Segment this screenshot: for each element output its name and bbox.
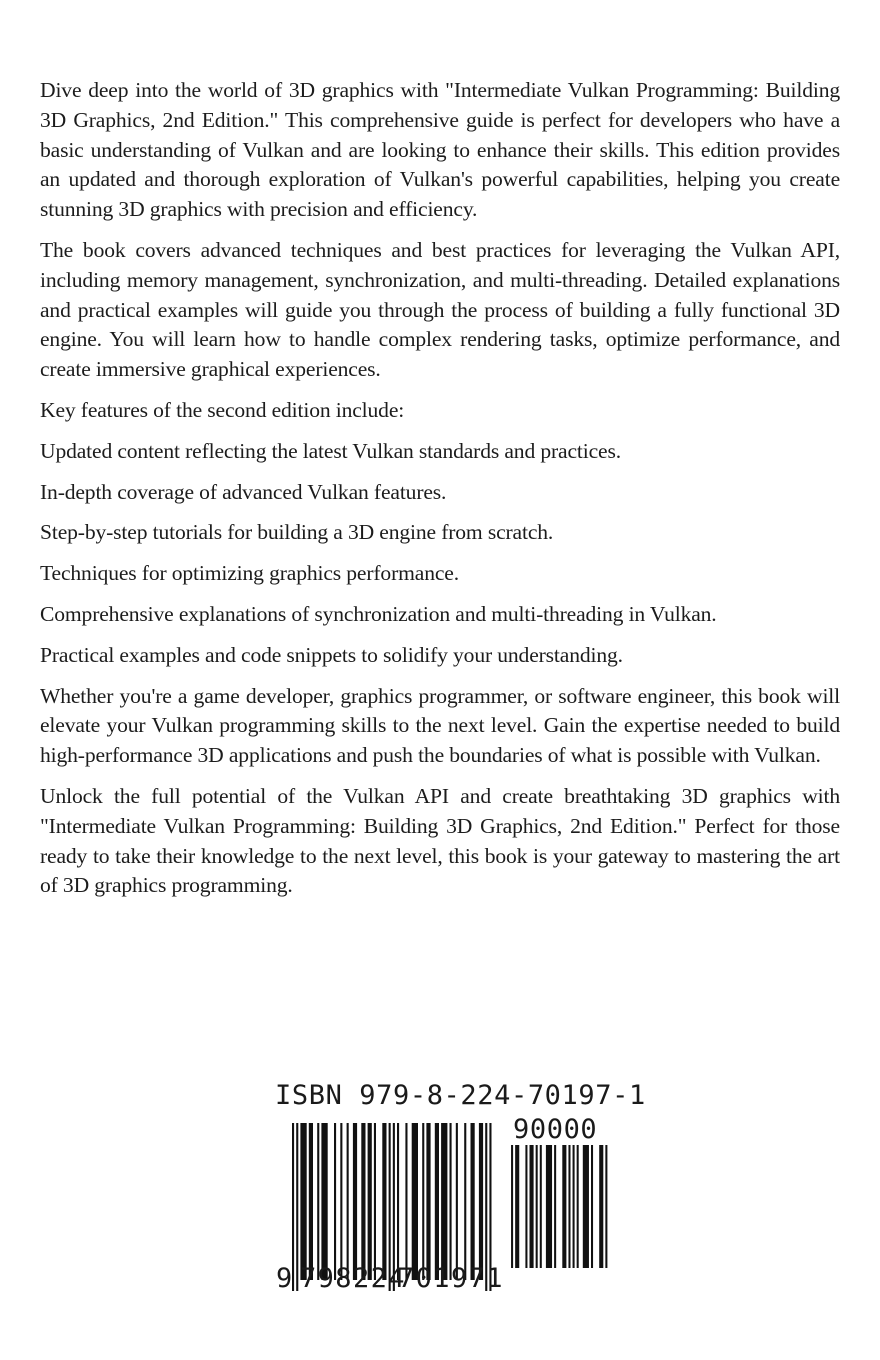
barcode-bar bbox=[353, 1123, 357, 1280]
barcode-bar bbox=[471, 1123, 475, 1280]
feature-item: Comprehensive explanations of synchronization and multi-threading in Vulkan. bbox=[40, 601, 717, 626]
addon-bar bbox=[605, 1145, 607, 1268]
addon-bar bbox=[525, 1145, 527, 1268]
feature-item: Practical examples and code snippets to solidify your understanding. bbox=[40, 642, 623, 667]
barcode-bar bbox=[426, 1123, 430, 1280]
barcode-bar bbox=[317, 1123, 319, 1280]
barcode-bar bbox=[347, 1123, 349, 1280]
barcode-bar bbox=[405, 1123, 407, 1280]
addon-bar bbox=[599, 1145, 603, 1268]
barcode-bar bbox=[479, 1123, 483, 1280]
paragraph-coverage: The book covers advanced techniques and best practices for leveraging the Vulkan API, including memory management, synchronization, and multi-threading. Detailed explanations and practical examples will guide you through the process of building a fully functional 3D engine. You will learn how to handle complex rendering tasks, optimize performance, and create immersive graphical experiences. bbox=[40, 237, 840, 382]
addon-bar bbox=[554, 1145, 556, 1268]
isbn-barcode bbox=[270, 1078, 646, 1308]
barcode-bar bbox=[456, 1123, 458, 1280]
ean-first-digit: 9 bbox=[276, 1263, 293, 1294]
addon-bar bbox=[540, 1145, 542, 1268]
barcode-bar bbox=[441, 1123, 447, 1280]
addon-bar bbox=[577, 1145, 579, 1268]
addon-bar bbox=[536, 1145, 538, 1268]
feature-item: Step-by-step tutorials for building a 3D engine from scratch. bbox=[40, 520, 554, 545]
addon-bar bbox=[562, 1145, 566, 1268]
price-addon-label: 90000 bbox=[513, 1114, 598, 1145]
barcode-bar bbox=[309, 1123, 313, 1280]
feature-item: Updated content reflecting the latest Vulkan standards and practices. bbox=[40, 438, 621, 463]
barcode-bar bbox=[361, 1123, 365, 1280]
feature-item: In-depth coverage of advanced Vulkan features. bbox=[40, 479, 447, 504]
paragraph-call-to-action: Unlock the full potential of the Vulkan API and create breathtaking 3D graphics with "Intermediate Vulkan Programming: Building 3D Graphics, 2nd Edition." Perfect for those ready to take their knowledge to the next level, this book is your gateway to mastering the art of 3D graphics programming. bbox=[40, 783, 840, 898]
addon-bar bbox=[515, 1145, 519, 1268]
addon-bar bbox=[583, 1145, 589, 1268]
addon-bar bbox=[530, 1145, 534, 1268]
barcode-bar bbox=[382, 1123, 386, 1280]
barcode-bar bbox=[464, 1123, 466, 1280]
addon-bar bbox=[591, 1145, 593, 1268]
barcode-bar bbox=[340, 1123, 342, 1280]
barcode-bar bbox=[412, 1123, 418, 1280]
addon-bar bbox=[568, 1145, 570, 1268]
description-text bbox=[40, 76, 840, 912]
barcode-bar bbox=[422, 1123, 424, 1280]
paragraph-audience: Whether you're a game developer, graphics programmer, or software engineer, this book will elevate your Vulkan programming skills to the next level. Gain the expertise needed to build high-performance 3D applications and push the boundaries of what is possible with Vulkan. bbox=[40, 683, 840, 768]
guard-bar bbox=[296, 1123, 298, 1291]
barcode-bar bbox=[368, 1123, 372, 1280]
paragraph-intro: Dive deep into the world of 3D graphics with "Intermediate Vulkan Programming: Building 3D Graphics, 2nd Edition." This comprehensive guide is perfect for developers who have a basic understanding of Vulkan and are looking to enhance their skills. This edition provides an updated and thorough exploration of Vulkan's powerful capabilities, helping you create stunning 3D graphics with precision and efficiency. bbox=[40, 78, 840, 222]
addon-bar bbox=[573, 1145, 575, 1268]
barcode-bar bbox=[321, 1123, 327, 1280]
barcode-bar bbox=[374, 1123, 376, 1280]
barcode-bar bbox=[397, 1123, 399, 1280]
feature-item: Techniques for optimizing graphics performance. bbox=[40, 561, 459, 586]
ean-right-digits: 701971 bbox=[398, 1263, 504, 1294]
isbn-label: ISBN 979-8-224-70197-1 bbox=[275, 1080, 646, 1111]
barcode-bar bbox=[300, 1123, 306, 1280]
addon-bar bbox=[511, 1145, 513, 1268]
addon-bar bbox=[546, 1145, 552, 1268]
ean-left-digits: 798224 bbox=[300, 1263, 406, 1294]
barcode-bar bbox=[435, 1123, 439, 1280]
barcode-bar bbox=[334, 1123, 336, 1280]
barcode-bar bbox=[450, 1123, 452, 1280]
features-heading: Key features of the second edition include: bbox=[40, 397, 405, 422]
